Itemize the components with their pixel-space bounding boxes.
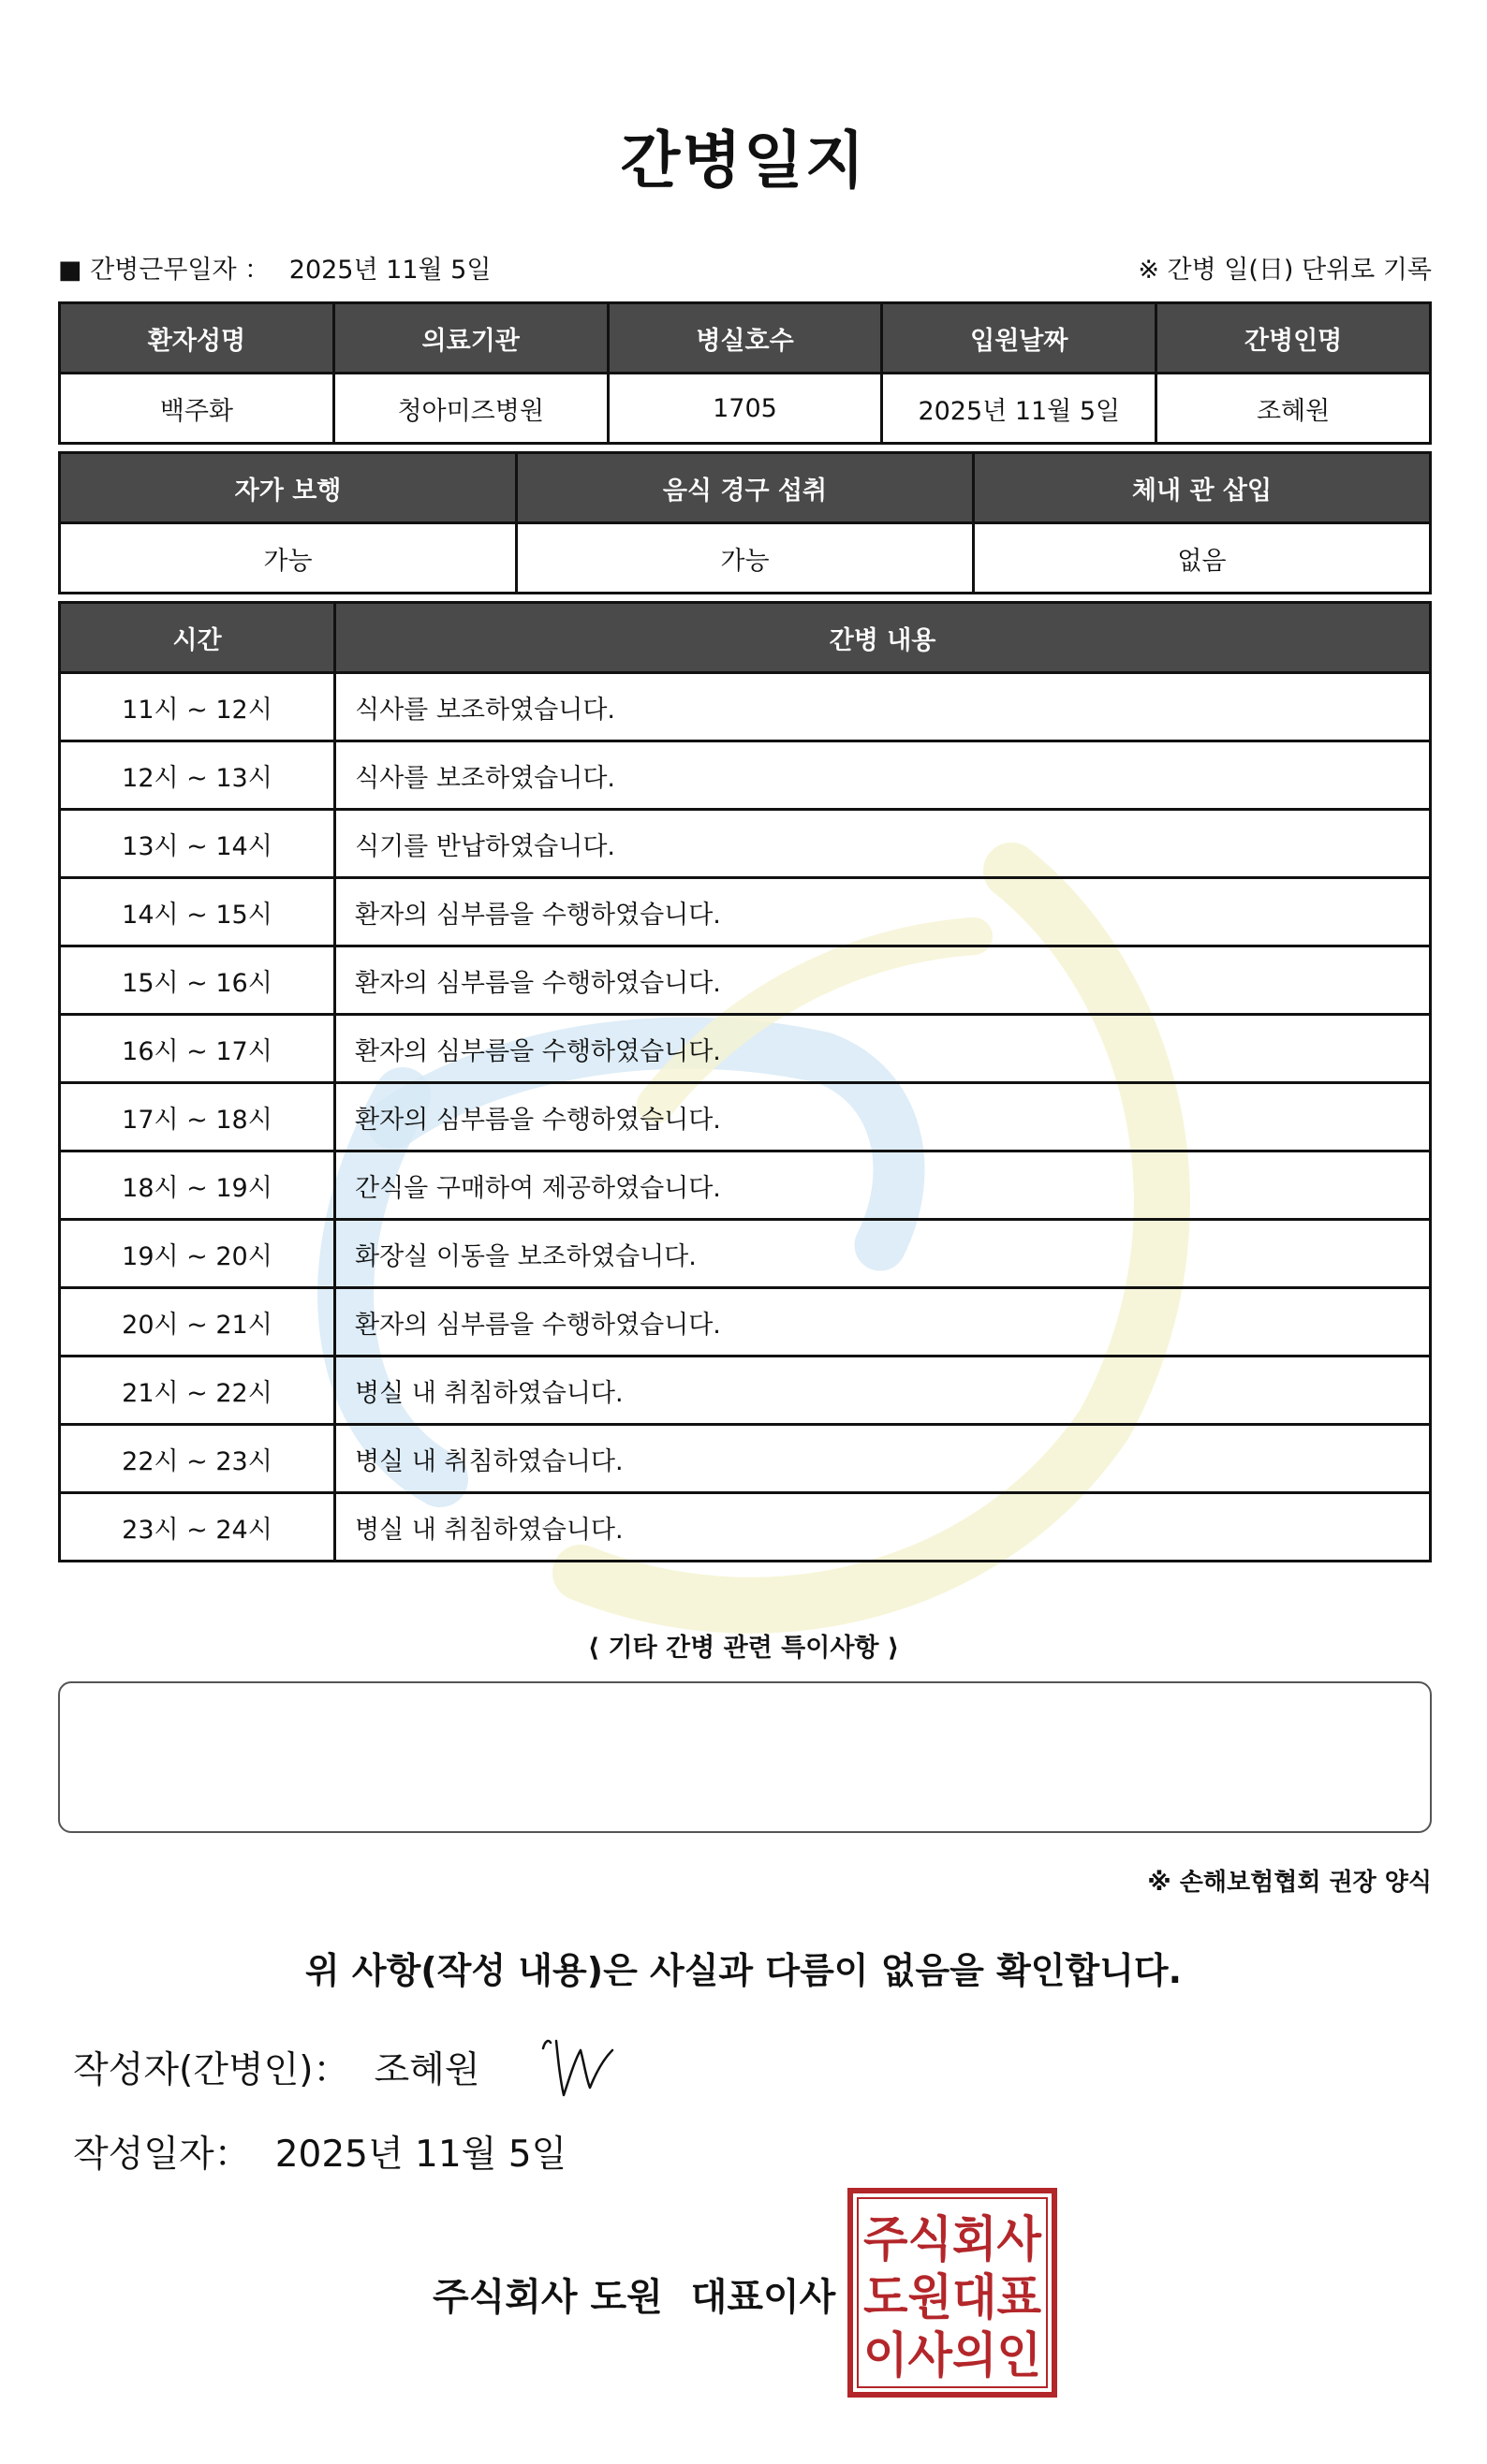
log-content: 환자의 심부름을 수행하였습니다. — [335, 1288, 1431, 1357]
table-row — [60, 1083, 1431, 1151]
hospital-name: 청아미즈병원 — [333, 374, 608, 444]
log-content: 환자의 심부름을 수행하였습니다. — [335, 946, 1431, 1015]
work-date — [58, 249, 491, 286]
writer-name: 조혜원 — [374, 2049, 480, 2091]
log-time: 11시 ~ 12시 — [60, 673, 335, 741]
log-content: 병실 내 취침하였습니다. — [335, 1357, 1431, 1425]
log-content: 식사를 보조하였습니다. — [335, 673, 1431, 741]
room-number: 1705 — [608, 374, 882, 444]
table-row — [60, 1288, 1431, 1357]
notes-box — [58, 1681, 1432, 1833]
log-content: 환자의 심부름을 수행하였습니다. — [335, 1083, 1431, 1151]
header-admission-date: 입원날짜 — [882, 303, 1156, 374]
header-caregiver-name: 간병인명 — [1156, 303, 1431, 374]
writer-label: 작성자(간병인)： — [73, 2049, 350, 2091]
patient-status-header-row — [60, 453, 1431, 523]
company-seal — [847, 2187, 1058, 2398]
log-content: 환자의 심부름을 수행하였습니다. — [335, 878, 1431, 946]
header-care-content: 간병 내용 — [335, 603, 1431, 673]
table-row — [60, 1015, 1431, 1083]
header-patient-name: 환자성명 — [60, 303, 334, 374]
writer-line — [73, 2041, 480, 2093]
table-row — [60, 810, 1431, 878]
work-date-value: 2025년 11월 5일 — [288, 256, 492, 285]
record-unit-note: ※ 간병 일(日) 단위로 기록 — [1138, 256, 1432, 285]
log-content: 병실 내 취침하였습니다. — [335, 1493, 1431, 1562]
header-hospital: 의료기관 — [333, 303, 608, 374]
meta-row — [58, 249, 1432, 286]
tube-insertion-value: 없음 — [974, 523, 1431, 594]
care-log-table — [58, 601, 1432, 1562]
oral-intake-value: 가능 — [517, 523, 974, 594]
log-content: 화장실 이동을 보조하였습니다. — [335, 1220, 1431, 1288]
company-title: 대표이사 — [690, 2276, 836, 2319]
log-time: 17시 ~ 18시 — [60, 1083, 335, 1151]
log-time: 18시 ~ 19시 — [60, 1151, 335, 1220]
patient-name: 백주화 — [60, 374, 334, 444]
log-time: 22시 ~ 23시 — [60, 1425, 335, 1493]
log-content: 식사를 보조하였습니다. — [335, 741, 1431, 810]
confirmation-statement: 위 사항(작성 내용)은 사실과 다름이 없음을 확인합니다. — [304, 1950, 1183, 1991]
patient-status-table — [58, 451, 1432, 594]
handwritten-signature — [534, 2022, 627, 2106]
svg-text:이사의인: 이사의인 — [863, 2328, 1041, 2384]
table-row — [60, 1151, 1431, 1220]
document-title: 간병일지 — [620, 125, 867, 197]
table-row — [60, 946, 1431, 1015]
log-time: 19시 ~ 20시 — [60, 1220, 335, 1288]
patient-info-value-row — [60, 374, 1431, 444]
log-time: 13시 ~ 14시 — [60, 810, 335, 878]
written-date-label: 작성일자： — [73, 2134, 251, 2176]
log-content: 환자의 심부름을 수행하였습니다. — [335, 1015, 1431, 1083]
table-row — [60, 741, 1431, 810]
form-note: ※ 손해보험협회 권장 양식 — [1147, 1869, 1432, 1897]
written-date-line — [73, 2125, 567, 2178]
header-oral-intake: 음식 경구 섭취 — [517, 453, 974, 523]
table-row — [60, 1493, 1431, 1562]
company-line — [433, 2267, 835, 2321]
company-name: 주식회사 도원 — [433, 2276, 663, 2319]
header-tube-insertion: 체내 관 삽입 — [974, 453, 1431, 523]
svg-text:주식회사: 주식회사 — [863, 2212, 1042, 2268]
table-row — [60, 878, 1431, 946]
admission-date: 2025년 11월 5일 — [882, 374, 1156, 444]
log-time: 16시 ~ 17시 — [60, 1015, 335, 1083]
notes-title: ⟨ 기타 간병 관련 특이사항 ⟩ — [587, 1634, 900, 1663]
work-date-label: ■ 간병근무일자 ： — [58, 256, 271, 285]
header-self-walking: 자가 보행 — [60, 453, 517, 523]
log-time: 21시 ~ 22시 — [60, 1357, 335, 1425]
log-time: 14시 ~ 15시 — [60, 878, 335, 946]
log-time: 23시 ~ 24시 — [60, 1493, 335, 1562]
self-walking-value: 가능 — [60, 523, 517, 594]
table-row — [60, 673, 1431, 741]
header-time: 시간 — [60, 603, 335, 673]
svg-text:도원대표: 도원대표 — [863, 2270, 1041, 2326]
care-log-header-row — [60, 603, 1431, 673]
log-time: 12시 ~ 13시 — [60, 741, 335, 810]
patient-info-header-row — [60, 303, 1431, 374]
header-room-number: 병실호수 — [608, 303, 882, 374]
log-content: 병실 내 취침하였습니다. — [335, 1425, 1431, 1493]
patient-status-value-row — [60, 523, 1431, 594]
table-row — [60, 1220, 1431, 1288]
log-time: 20시 ~ 21시 — [60, 1288, 335, 1357]
table-row — [60, 1425, 1431, 1493]
log-time: 15시 ~ 16시 — [60, 946, 335, 1015]
written-date-value: 2025년 11월 5일 — [274, 2134, 567, 2176]
patient-info-table — [58, 301, 1432, 445]
log-content: 식기를 반납하였습니다. — [335, 810, 1431, 878]
caregiver-name: 조혜원 — [1156, 374, 1431, 444]
table-row — [60, 1357, 1431, 1425]
log-content: 간식을 구매하여 제공하였습니다. — [335, 1151, 1431, 1220]
